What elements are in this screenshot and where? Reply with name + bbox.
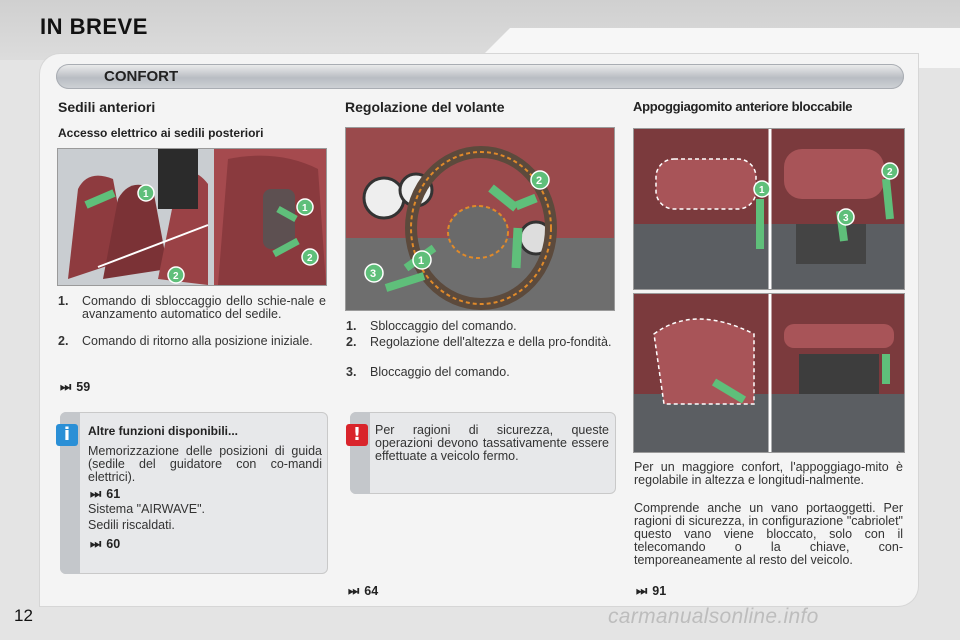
callout-2-label-zoom: 2 (307, 253, 313, 264)
armrest-illustration-bottom (634, 294, 904, 452)
list-text: Sbloccaggio del comando. (370, 319, 517, 333)
steering-page-ref[interactable] (348, 584, 378, 599)
ref-page: 60 (106, 537, 121, 551)
steering-heading: Regolazione del volante (345, 99, 505, 115)
warning-text: Per ragioni di sicurezza, queste operazioni devono tassativamente essere effettuate a veicolo fermo. (375, 423, 609, 463)
callout-3-label: 3 (370, 268, 377, 280)
armrest-text-2: Comprende anche un vano portaoggetti. Per ragioni di sicurezza, in configurazione "cabriolet" questo vano viene bloccato, solo con il telecomando o la chiave, con-temporeaneamente al resto del veicolo. (634, 501, 903, 567)
list-text: Regolazione dell'altezza e della pro-fondità. (370, 335, 612, 349)
armrest-text-1: Per un maggiore confort, l'appoggiago-mito è regolabile in altezza e longitudi-nalmente. (634, 460, 903, 487)
info-page-ref-1[interactable] (90, 487, 120, 502)
info-box-text-1: Memorizzazione delle posizioni di guida (sedile del guidatore con co-mandi elettrici). (88, 444, 322, 484)
ref-page: 64 (364, 584, 379, 598)
seats-heading: Sedili anteriori (58, 99, 156, 115)
seat-list-item-1 (58, 295, 326, 335)
armrest-page-ref[interactable] (636, 584, 666, 599)
seat-illustration (58, 149, 326, 285)
armrest-illustration-top (634, 129, 904, 289)
info-box-text-3: Sedili riscaldati. (88, 518, 175, 532)
list-number: 2. (58, 334, 69, 348)
info-icon: i (56, 424, 78, 446)
section-bar (56, 64, 904, 89)
steering-list-item-1 (346, 320, 614, 334)
callout-2-label: 2 (173, 271, 179, 282)
page-title: IN BREVE (40, 14, 148, 39)
double-arrow-icon: ⏭ (60, 380, 72, 394)
ref-page: 61 (106, 487, 121, 501)
callout-3-label: 3 (843, 213, 849, 224)
steering-photo (345, 127, 615, 311)
double-arrow-icon: ⏭ (348, 584, 360, 598)
list-number: 2. (346, 335, 357, 349)
steering-list-item-3 (346, 366, 614, 380)
double-arrow-icon: ⏭ (636, 584, 648, 598)
ref-page: 91 (652, 584, 667, 598)
list-number: 1. (346, 319, 357, 333)
callout-2-label: 2 (536, 175, 543, 187)
steering-list-item-2 (346, 336, 614, 364)
ref-page: 59 (76, 380, 91, 394)
info-box-title: Altre funzioni disponibili... (88, 424, 238, 438)
list-text: Comando di sbloccaggio dello schie-nale e avanzamento automatico del sedile. (82, 294, 326, 321)
list-number: 3. (346, 365, 357, 379)
double-arrow-icon: ⏭ (90, 537, 102, 551)
seats-page-ref[interactable] (60, 380, 90, 395)
seat-list-item-2 (58, 335, 326, 363)
seat-photo (57, 148, 327, 286)
rear-access-subheading: Accesso elettrico ai sedili posteriori (58, 126, 264, 140)
callout-1-label: 1 (418, 255, 425, 267)
callout-1-label: 1 (759, 185, 765, 196)
list-text: Comando di ritorno alla posizione iniziale. (82, 334, 313, 348)
callout-1-label: 1 (143, 189, 149, 200)
armrest-heading: Appoggiagomito anteriore bloccabile (633, 99, 853, 114)
watermark: carmanualsonline.info (608, 605, 819, 628)
warning-icon: ! (346, 424, 368, 446)
armrest-photo-bottom (633, 293, 905, 453)
steering-illustration (346, 128, 614, 310)
armrest-photo-top (633, 128, 905, 290)
info-page-ref-2[interactable] (90, 537, 120, 552)
list-number: 1. (58, 294, 69, 308)
callout-1-label-zoom: 1 (302, 203, 308, 214)
section-title: CONFORT (104, 68, 179, 85)
page-number: 12 (14, 606, 33, 625)
list-text: Bloccaggio del comando. (370, 365, 510, 379)
callout-2-label: 2 (887, 167, 893, 178)
double-arrow-icon: ⏭ (90, 487, 102, 501)
info-box-text-2: Sistema "AIRWAVE". (88, 502, 206, 516)
